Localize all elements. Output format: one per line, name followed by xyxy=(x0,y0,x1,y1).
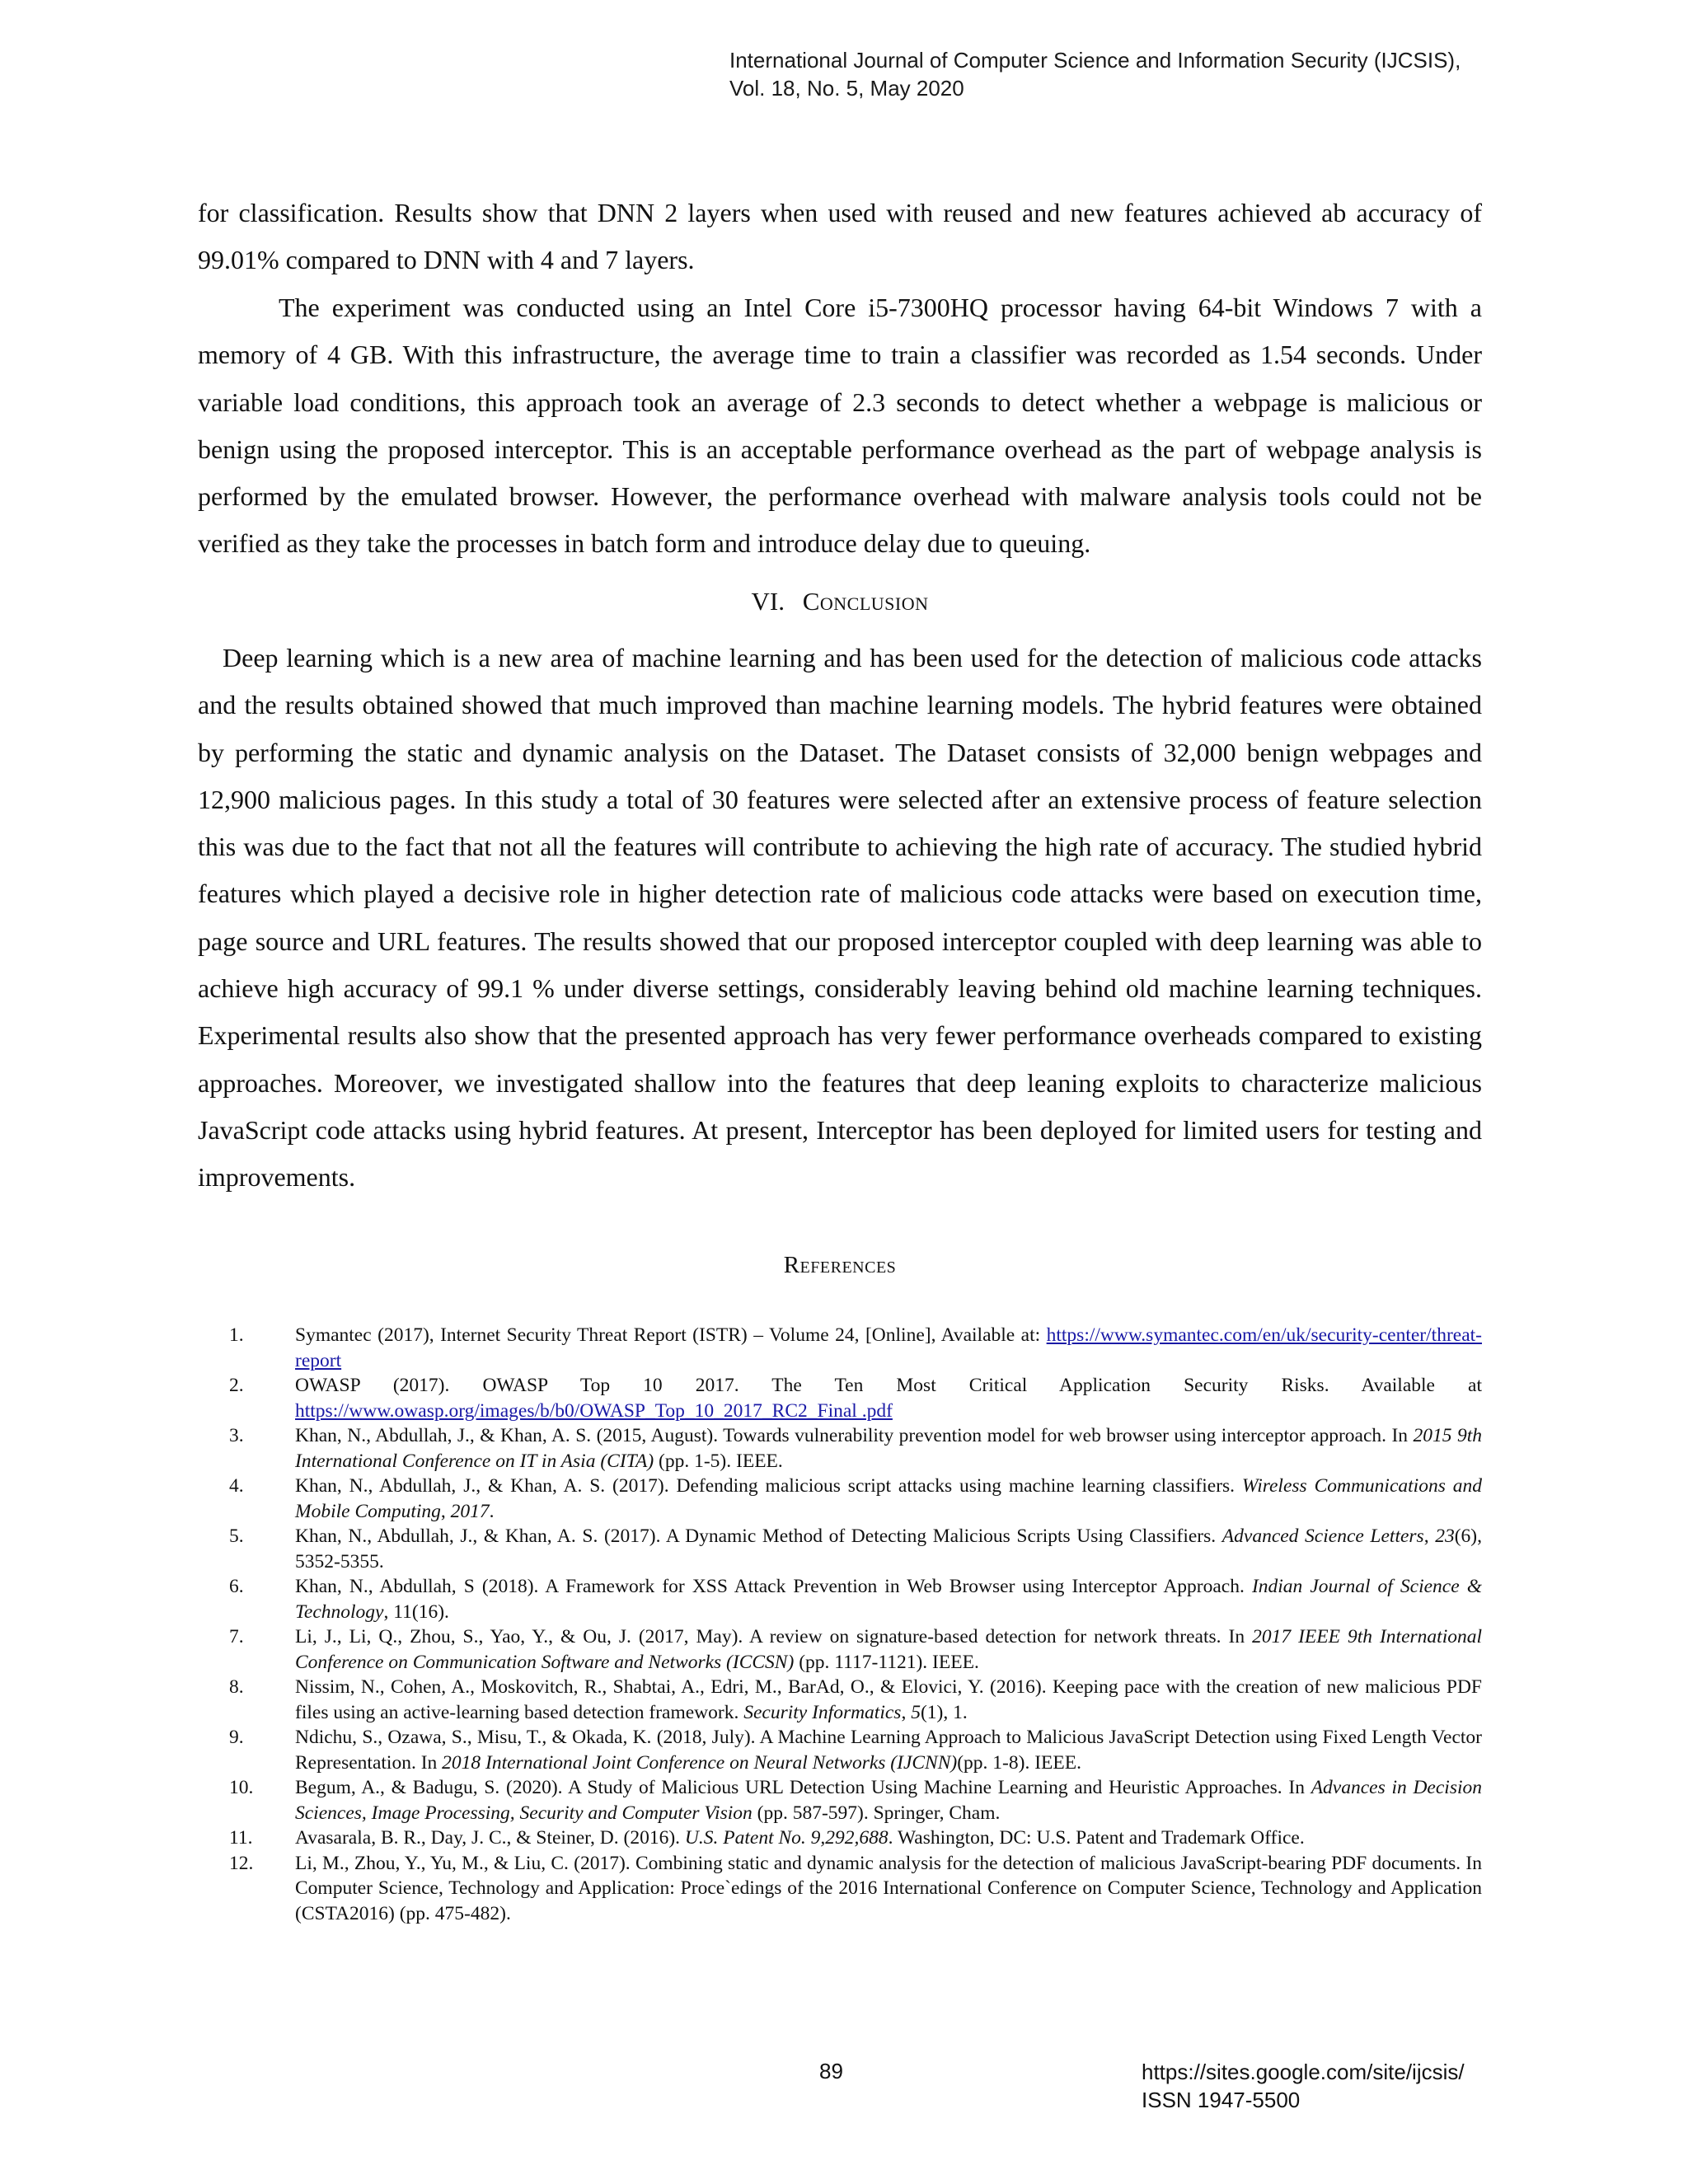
reference-segment: Khan, N., Abdullah, S (2018). A Framework for XSS Attack Prevention in Web Browser using Interceptor Approach. xyxy=(295,1576,1252,1597)
reference-segment: Ndichu, S., Ozawa, S., Misu, T., & Okada, K. (2018, July). A Machine Learning Approach to Malicious JavaScript Detection using Fixed Length Vector Representation. In xyxy=(295,1727,1482,1774)
reference-segment: . xyxy=(489,1500,495,1522)
reference-link[interactable]: https://www.symantec.com/en/uk/security-center/threat-report xyxy=(295,1324,1482,1371)
reference-italic-text: 2018 International Joint Conference on Neural Networks (IJCNN) xyxy=(442,1751,958,1774)
reference-segment: Khan, N., Abdullah, J., & Khan, A. S. (2017). Defending malicious script attacks using machine learning classifiers. xyxy=(295,1475,1242,1497)
reference-text xyxy=(295,1524,1482,1574)
reference-item xyxy=(198,1574,1482,1624)
references-heading: References xyxy=(783,1252,897,1278)
reference-segment: (pp. 587-597). Springer, Cham. xyxy=(752,1802,1001,1824)
reference-text xyxy=(295,1851,1482,1927)
section-heading-conclusion xyxy=(198,585,1482,618)
conclusion-paragraph: Deep learning which is a new area of machine learning and has been used for the detection of malicious code attacks and the results obtained showed that much improved than machine learning models. The hybrid features were obtained by performing the static and dynamic analysis on the Dataset. The Dataset consists of 32,000 benign webpages and 12,900 malicious pages. In this study a total of 30 features were selected after an extensive process of feature selection this was due to the fact that not all the features will contribute to achieving the high rate of accuracy. The studied hybrid features which played a decisive role in higher detection rate of malicious code attacks were based on execution time, page source and URL features. The results showed that our proposed interceptor coupled with deep learning was able to achieve high accuracy of 99.1 % under diverse settings, considerably leaving behind old machine learning techniques. Experimental results also show that the presented approach has very fewer performance overheads compared to existing approaches. Moreover, we investigated shallow into the features that deep leaning exploits to characterize malicious JavaScript code attacks using hybrid features. At present, Interceptor has been deployed for limited users for testing and improvements. xyxy=(198,643,1482,1193)
section-title: Conclusion xyxy=(802,587,929,616)
reference-text xyxy=(295,1373,1482,1423)
reference-segment: (1), 1. xyxy=(920,1701,968,1723)
reference-text xyxy=(295,1574,1482,1624)
reference-segment: Khan, N., Abdullah, J., & Khan, A. S. (2017). A Dynamic Method of Detecting Malicious Scripts Using Classifiers. xyxy=(295,1526,1222,1547)
reference-italic-text: Advances in Decision Sciences, Image Processing, Security and Computer Vision xyxy=(295,1777,1483,1824)
reference-item xyxy=(198,1825,1482,1851)
reference-number: 12. xyxy=(229,1852,254,1874)
journal-header xyxy=(729,46,1461,102)
reference-item xyxy=(198,1423,1482,1474)
body-paragraph-1: for classification. Results show that DNN 2 layers when used with reused and new features achieved ab accuracy of 99.01% compared to DNN with 4 and 7 layers. xyxy=(198,198,1482,275)
reference-item xyxy=(198,1373,1482,1423)
journal-volume: Vol. 18, No. 5, May 2020 xyxy=(729,76,964,101)
reference-italic-text: U.S. Patent No. 9,292,688 xyxy=(684,1827,889,1849)
reference-segment: (pp. 1-8). IEEE. xyxy=(957,1751,1081,1774)
reference-item xyxy=(198,1851,1482,1927)
reference-italic-text: Security Informatics xyxy=(743,1701,902,1723)
reference-segment: (6), 5352-5355. xyxy=(295,1526,1482,1572)
reference-italic-text: Indian Journal of Science & Technology xyxy=(295,1576,1482,1623)
reference-segment: (pp. 1-5). IEEE. xyxy=(654,1450,783,1472)
reference-segment: . Washington, DC: U.S. Patent and Trademark Office. xyxy=(888,1827,1305,1849)
reference-link[interactable]: https://www.owasp.org/images/b/b0/OWASP_Top_10_2017_RC2_Final .pdf xyxy=(295,1399,893,1422)
reference-item xyxy=(198,1474,1482,1524)
footer-site: https://sites.google.com/site/ijcsis/ xyxy=(1142,2060,1465,2084)
reference-segment: Nissim, N., Cohen, A., Moskovitch, R., Shabtai, A., Edri, M., BarAd, O., & Elovici, Y. (2016). Keeping pace with the creation of new malicious PDF files using an active-learning based detection framework. xyxy=(295,1676,1482,1723)
reference-number: 6. xyxy=(229,1576,244,1597)
reference-italic-text: 5 xyxy=(911,1701,921,1723)
reference-italic-text: Wireless Communications and Mobile Computing xyxy=(295,1475,1482,1522)
reference-segment: Symantec (2017), Internet Security Threat Report (ISTR) – Volume 24, [Online], Available at: xyxy=(295,1324,1047,1346)
reference-item xyxy=(198,1675,1482,1725)
reference-number: 7. xyxy=(229,1626,244,1647)
reference-segment: Li, J., Li, Q., Zhou, S., Yao, Y., & Ou, J. (2017, May). A review on signature-based detection for network threats. In xyxy=(295,1626,1253,1647)
reference-number: 9. xyxy=(229,1727,244,1748)
reference-segment: Avasarala, B. R., Day, J. C., & Steiner, D. (2016). xyxy=(295,1827,685,1849)
reference-segment: , xyxy=(440,1500,451,1522)
section-number: VI. xyxy=(751,587,785,616)
reference-text xyxy=(295,1675,1482,1725)
reference-text xyxy=(295,1775,1482,1825)
footer-issn: ISSN 1947-5500 xyxy=(1142,2088,1301,2112)
reference-number: 1. xyxy=(229,1324,244,1346)
reference-text xyxy=(295,1323,1482,1373)
reference-number: 11. xyxy=(229,1827,253,1849)
reference-segment: , xyxy=(1423,1526,1436,1547)
reference-italic-text: 2017 xyxy=(450,1500,490,1522)
reference-text xyxy=(295,1825,1482,1851)
reference-italic-text: 2015 9th International Conference on IT in Asia (CITA) xyxy=(295,1425,1482,1472)
footer-info xyxy=(1142,2058,1465,2114)
reference-number: 5. xyxy=(229,1526,244,1547)
reference-text xyxy=(295,1423,1482,1474)
body-paragraph-2: The experiment was conducted using an Intel Core i5-7300HQ processor having 64-bit Windows 7 with a memory of 4 GB. With this infrastructure, the average time to train a classifier was recorded as 1.54 seconds. Under variable load conditions, this approach took an average of 2.3 seconds to detect whether a webpage is malicious or benign using the proposed interceptor. This is an acceptable performance overhead as the part of webpage analysis is performed by the emulated browser. However, the performance overhead with malware analysis tools could not be verified as they take the processes in batch form and introduce delay due to queuing. xyxy=(198,293,1482,559)
reference-segment: , xyxy=(901,1701,912,1723)
reference-number: 10. xyxy=(229,1777,254,1798)
journal-title: International Journal of Computer Science and Information Security (IJCSIS), xyxy=(729,48,1461,73)
reference-item xyxy=(198,1725,1482,1775)
reference-italic-text: 23 xyxy=(1435,1526,1455,1547)
reference-segment: Begum, A., & Badugu, S. (2020). A Study of Malicious URL Detection Using Machine Learning and Heuristic Approaches. In xyxy=(295,1777,1311,1798)
reference-number: 2. xyxy=(229,1375,244,1396)
reference-number: 3. xyxy=(229,1425,244,1446)
reference-text xyxy=(295,1474,1482,1524)
reference-number: 4. xyxy=(229,1475,244,1497)
reference-text xyxy=(295,1624,1482,1675)
reference-item xyxy=(198,1775,1482,1825)
reference-segment: OWASP (2017). OWASP Top 10 2017. The Ten Most Critical Application Security Risks. Available at xyxy=(295,1375,1482,1396)
reference-item xyxy=(198,1524,1482,1574)
reference-italic-text: 2017 IEEE 9th International Conference on Communication Software and Networks (ICCSN) xyxy=(295,1626,1482,1673)
reference-segment: Khan, N., Abdullah, J., & Khan, A. S. (2015, August). Towards vulnerability prevention model for web browser using interceptor approach. In xyxy=(295,1425,1414,1446)
reference-segment: , 11(16). xyxy=(383,1601,449,1623)
reference-item xyxy=(198,1624,1482,1675)
reference-segment: (pp. 1117-1121). IEEE. xyxy=(794,1651,979,1673)
reference-item xyxy=(198,1323,1482,1373)
references-list xyxy=(198,1323,1482,1926)
reference-segment: Li, M., Zhou, Y., Yu, M., & Liu, C. (2017). Combining static and dynamic analysis for the detection of malicious JavaScript-bearing PDF documents. In Computer Science, Technology and Application: Proce`edings of the 2016 International Conference on Computer Science, Technology and Application (CSTA2016) (pp. 475-482). xyxy=(295,1852,1482,1924)
reference-text xyxy=(295,1725,1482,1775)
reference-number: 8. xyxy=(229,1676,244,1698)
page-number: 89 xyxy=(819,2059,843,2083)
reference-italic-text: Advanced Science Letters xyxy=(1221,1526,1424,1547)
